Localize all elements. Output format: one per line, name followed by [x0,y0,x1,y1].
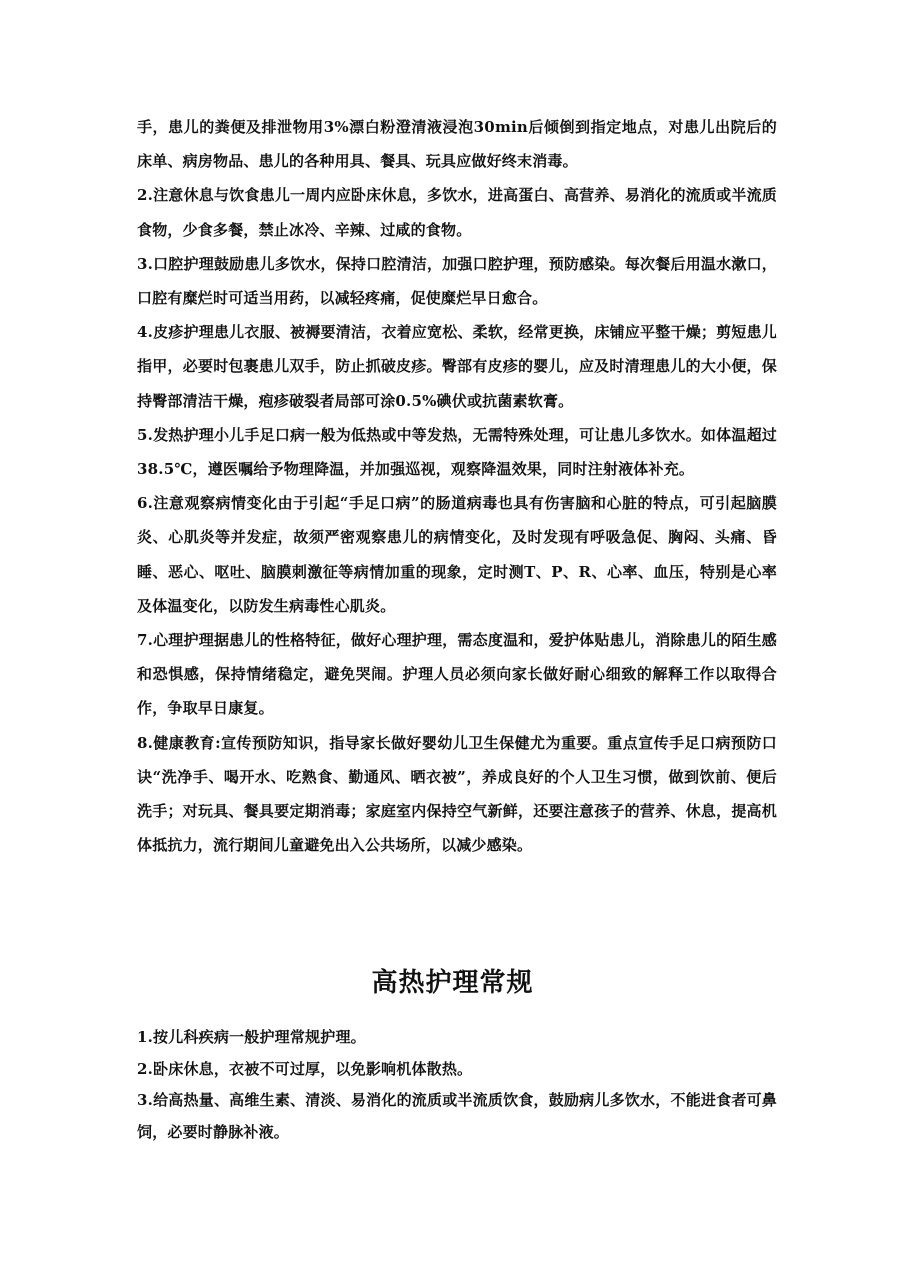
section-heading-high-fever-nursing: 高热护理常规 [371,968,534,998]
paragraph-health-education: 8.健康教育:宣传预防知识，指导家长做好婴幼儿卫生保健尤为重要。重点宣传手足口病预防口诀“洗净手、喝开水、吃熟食、勤通风、晒衣被”，养成良好的个人卫生习惯，做到饮前、便后洗手；对玩具、餐具要定期消毒；家庭室内保持空气新鲜，还要注意孩子的营养、休息，提高机体抵抗力，流行期间儿童避免出入公共场所，以减少感染。 [137,733,777,855]
fever-item-3: 3.给高热量、高维生素、清淡、易消化的流质或半流质饮食，鼓励病儿多饮水，不能进食者可鼻饲，必要时静脉补液。 [137,1091,777,1141]
hfmd-nursing-continued-section [137,110,777,862]
paragraph-condition-monitoring: 6.注意观察病情变化由于引起“手足口病”的肠道病毒也具有伤害脑和心脏的特点，可引起脑膜炎、心肌炎等并发症，故须严密观察患儿的病情变化，及时发现有呼吸急促、胸闷、头痛、昏睡、恶心、呕吐、脑膜刺激征等病情加重的现象，定时测T、P、R、心率、血压，特别是心率及体温变化，以防发生病毒性心肌炎。 [137,494,777,615]
high-fever-nursing-section [137,1022,777,1148]
paragraph-disinfection: 手，患儿的粪便及排泄物用3%漂白粉澄清液浸泡30min后倾倒到指定地点，对患儿出院后的床单、病房物品、患儿的各种用具、餐具、玩具应做好终末消毒。 [137,118,777,171]
paragraph-fever-care: 5.发热护理小儿手足口病一般为低热或中等发热，无需特殊处理，可让患儿多饮水。如体温超过38.5℃，遵医嘱给予物理降温，并加强巡视，观察降温效果，同时注射液体补充。 [137,425,777,479]
fever-item-1: 1.按儿科疾病一般护理常规护理。 [137,1028,366,1046]
fever-item-2: 2.卧床休息，衣被不可过厚，以免影响机体散热。 [137,1059,473,1078]
paragraph-rest-and-diet: 2.注意休息与饮食患儿一周内应卧床休息，多饮水，进高蛋白、高营养、易消化的流质或半流质食物，少食多餐，禁止冰冷、辛辣、过咸的食物。 [137,186,777,239]
paragraph-oral-care: 3.口腔护理鼓励患儿多饮水，保持口腔清洁，加强口腔护理，预防感染。每次餐后用温水漱口，口腔有糜烂时可适当用药，以减轻疼痛，促使糜烂早日愈合。 [137,254,777,308]
paragraph-psychological-care: 7.心理护理据患儿的性格特征，做好心理护理，需态度温和，爱护体贴患儿，消除患儿的陌生感和恐惧感，保持情绪稳定，避免哭闹。护理人员必须向家长做好耐心细致的解释工作以取得合作，争取早日康复。 [137,631,777,718]
paragraph-rash-care: 4.皮疹护理患儿衣服、被褥要清洁，衣着应宽松、柔软，经常更换，床铺应平整干燥；剪短患儿指甲，必要时包裹患儿双手，防止抓破皮疹。臀部有皮疹的婴儿，应及时清理患儿的大小便，保持臀部清洁干燥，疱疹破裂者局部可涂0.5%碘伏或抗菌素软膏。 [137,323,777,410]
